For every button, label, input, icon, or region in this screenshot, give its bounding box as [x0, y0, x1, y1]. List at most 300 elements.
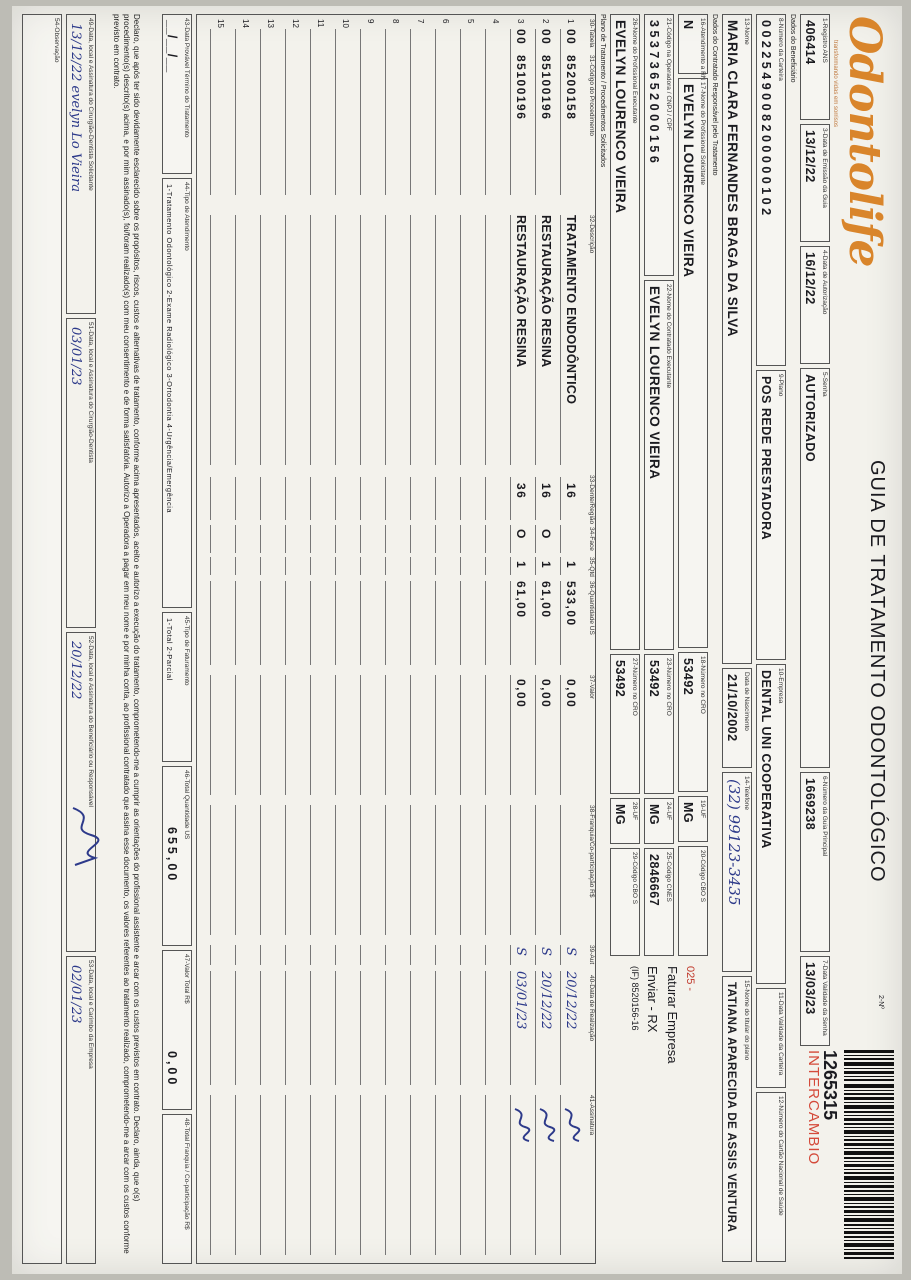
- row-underline: [560, 581, 561, 665]
- row-underline: [535, 477, 536, 520]
- row-underline: [285, 557, 286, 575]
- sig-solicitante-value: 13/12/22 evelyn Lo Vieira: [68, 23, 83, 192]
- total-franquia-field: 48-Total Franquia / Co-participação R$: [162, 1114, 192, 1264]
- uf-contratado-field: 24-UF MG: [644, 798, 674, 844]
- row-underline: [560, 29, 561, 195]
- row-underline: [385, 675, 386, 795]
- row-underline: [235, 1095, 236, 1255]
- row-underline: [460, 581, 461, 665]
- row-underline: [360, 29, 361, 195]
- sig-cirurgiao-value: 03/01/23: [68, 327, 83, 386]
- cartao-nacional-field: 12-Número do Cartão Nacional de Saúde: [756, 1092, 786, 1262]
- row-underline: [360, 525, 361, 553]
- row-underline: [210, 525, 211, 553]
- cell-qtd-us: 533,00: [564, 581, 578, 627]
- col-data: 40-Data de Realização: [588, 975, 595, 1042]
- row-underline: [260, 557, 261, 575]
- row-underline: [310, 215, 311, 465]
- row-underline: [260, 805, 261, 935]
- row-number: 10: [341, 19, 350, 28]
- row-number: 14: [241, 19, 250, 28]
- row-underline: [435, 675, 436, 795]
- row-underline: [535, 29, 536, 195]
- row-underline: [510, 945, 511, 965]
- row-underline: [260, 971, 261, 1085]
- tipo-atendimento-value: 1-Tratamento Odontológico 2-Exame Radiológico 3-Ortodontia 4-Urgência/Emergência: [165, 184, 174, 514]
- cell-face: O: [514, 529, 528, 540]
- row-number: 4: [491, 19, 500, 24]
- row-underline: [410, 29, 411, 195]
- table-row: [258, 15, 283, 1263]
- row-underline: [510, 581, 511, 665]
- row-underline: [435, 215, 436, 465]
- cell-qtd: 1: [514, 561, 528, 570]
- col-franquia: 38-Franquia/Co-participação R$: [588, 805, 595, 898]
- row-number: 5: [466, 19, 475, 24]
- odontolife-logo: [839, 16, 890, 266]
- row-underline: [210, 1095, 211, 1255]
- row-underline: [510, 477, 511, 520]
- row-underline: [510, 29, 511, 195]
- row-underline: [485, 557, 486, 575]
- row-underline: [410, 215, 411, 465]
- valor-total-field: 47-Valor Total R$ 0,00: [162, 950, 192, 1110]
- row-underline: [360, 557, 361, 575]
- row-underline: [560, 557, 561, 575]
- row-underline: [235, 477, 236, 520]
- row-underline: [360, 215, 361, 465]
- row-underline: [485, 805, 486, 935]
- row-underline: [360, 581, 361, 665]
- cell-data: 03/01/23: [513, 971, 528, 1030]
- row-underline: [410, 805, 411, 935]
- row-underline: [485, 29, 486, 195]
- senha-field: 5-Senha AUTORIZADO: [800, 368, 830, 768]
- total-us-value: 655,00: [165, 827, 179, 884]
- row-underline: [410, 1095, 411, 1255]
- row-underline: [435, 1095, 436, 1255]
- uf-executante-value: MG: [613, 804, 627, 826]
- nascimento-field: Data de Nascimento 21/10/2002: [722, 668, 752, 768]
- row-underline: [535, 525, 536, 553]
- row-underline: [385, 971, 386, 1085]
- cell-valor: 0,00: [514, 679, 528, 709]
- cro-contratado-value: 53492: [647, 660, 661, 698]
- row-underline: [210, 215, 211, 465]
- logo-tagline: transformando vidas em sorrisos: [832, 40, 838, 128]
- row-underline: [560, 805, 561, 935]
- row-underline: [410, 477, 411, 520]
- table-row: [533, 15, 558, 1263]
- row-underline: [335, 525, 336, 553]
- row-underline: [310, 945, 311, 965]
- row-underline: [335, 945, 336, 965]
- row-underline: [235, 29, 236, 195]
- row-signature-scribble: [534, 1105, 558, 1145]
- data-autorizacao-field: 4-Data de Autorização 16/12/22: [800, 246, 830, 364]
- row-underline: [310, 29, 311, 195]
- cell-valor: 0,00: [564, 679, 578, 709]
- row-underline: [485, 1095, 486, 1255]
- rn-field: 16-Atendimento a RN N: [678, 14, 708, 74]
- table-row: [408, 15, 433, 1263]
- observacao-field: 54-Observação: [22, 14, 62, 1264]
- nome-contratado-field: 22-Nome do Contratado Executante EVELYN LOURENCO VIEIRA: [644, 280, 674, 650]
- cro-solicitante-value: 53492: [681, 658, 695, 696]
- row-underline: [285, 215, 286, 465]
- titular-value: TATIANA APARECIDA DE ASSIS VENTURA: [725, 982, 737, 1233]
- row-underline: [435, 525, 436, 553]
- row-underline: [310, 557, 311, 575]
- row-underline: [335, 215, 336, 465]
- row-underline: [285, 581, 286, 665]
- row-underline: [485, 215, 486, 465]
- row-underline: [335, 581, 336, 665]
- row-underline: [485, 525, 486, 553]
- guia-principal-field: 6-Número da Guia Principal 1669238: [800, 772, 830, 952]
- sig-solicitante-box: 49-Data, local e Assinatura do Cirurgião-Dentista Solicitante 13/12/22 evelyn Lo Vieira: [66, 14, 96, 314]
- sig-beneficiario-box: 52-Data, local e Assinatura do Beneficiário ou Responsável 20/12/22: [66, 632, 96, 952]
- notes-line3: (IF) 8520156-16: [630, 966, 640, 1031]
- barcode-icon: [844, 1050, 894, 1260]
- row-underline: [285, 477, 286, 520]
- notes-code: 025 -: [684, 966, 696, 992]
- row-number: 15: [216, 19, 225, 28]
- col-codigo: 31-Código do Procedimento: [588, 55, 595, 136]
- row-underline: [285, 971, 286, 1085]
- procedures-section-title: Plano de Tratamento / Procedimentos Solicitados: [599, 14, 606, 168]
- row-number: 7: [416, 19, 425, 24]
- row-underline: [260, 215, 261, 465]
- row-underline: [310, 525, 311, 553]
- cell-codigo: 85100196: [539, 55, 553, 121]
- row-underline: [485, 581, 486, 665]
- guia-principal-value: 1669238: [803, 778, 817, 831]
- sig-empresa-value: 02/01/23: [68, 965, 83, 1024]
- codigo-operadora-value: 35373652000156: [647, 20, 661, 167]
- col-descricao: 32-Descrição: [588, 215, 595, 254]
- row-underline: [410, 557, 411, 575]
- row-underline: [310, 675, 311, 795]
- col-face: 34-Face: [588, 527, 595, 551]
- row-underline: [535, 945, 536, 965]
- row-underline: [210, 557, 211, 575]
- row-underline: [260, 581, 261, 665]
- row-underline: [460, 29, 461, 195]
- titular-field: 15-Nome do titular do plano TATIANA APARECIDA DE ASSIS VENTURA: [722, 976, 752, 1262]
- table-row: [208, 15, 233, 1263]
- cell-data: 20/12/22: [538, 971, 553, 1030]
- row-underline: [385, 557, 386, 575]
- termino-value: __/__/__: [165, 20, 179, 73]
- table-row: [308, 15, 333, 1263]
- row-number: 12: [291, 19, 300, 28]
- row-underline: [560, 945, 561, 965]
- row-number: 11: [316, 19, 325, 28]
- col-qtd-us: 36-Quantidade US: [588, 581, 595, 635]
- col-dente: 33-Dente/Região: [588, 475, 595, 525]
- row-underline: [260, 675, 261, 795]
- solicitante-value: EVELYN LOURENCO VIEIRA: [681, 84, 696, 278]
- validade-senha-value: 13/03/23: [803, 962, 817, 1015]
- cnes-field: 25-Código CNES 2846667: [644, 848, 674, 956]
- table-row: [283, 15, 308, 1263]
- cell-qtd: 1: [564, 561, 578, 570]
- cbo-executante-field: 29-Código CBO S: [610, 848, 640, 956]
- cnes-value: 2846667: [647, 854, 661, 907]
- nome-contratado-value: EVELYN LOURENCO VIEIRA: [647, 286, 662, 480]
- row-underline: [235, 557, 236, 575]
- carteira-value: 0022549008200000102: [759, 20, 773, 219]
- table-row: [358, 15, 383, 1263]
- uf-solicitante-field: 19-UF MG: [678, 796, 708, 842]
- row-underline: [460, 945, 461, 965]
- row-underline: [210, 805, 211, 935]
- row-underline: [410, 971, 411, 1085]
- nome-beneficiario-value: MARIA CLARA FERNANDES BRAGA DA SILVA: [725, 20, 740, 337]
- row-underline: [460, 557, 461, 575]
- nascimento-value: 21/10/2002: [725, 674, 739, 742]
- row-signature-scribble: [559, 1105, 583, 1145]
- valor-total-value: 0,00: [165, 1051, 179, 1088]
- row-underline: [385, 1095, 386, 1255]
- row-underline: [510, 971, 511, 1085]
- col-aut: 39-Aut: [588, 945, 595, 965]
- table-row: [458, 15, 483, 1263]
- row-underline: [385, 29, 386, 195]
- row-underline: [435, 971, 436, 1085]
- row-underline: [435, 477, 436, 520]
- cell-dente: 16: [564, 483, 578, 500]
- row-underline: [235, 675, 236, 795]
- cell-data: 20/12/22: [563, 971, 578, 1030]
- cell-descricao: RESTAURAÇÃO RESINA: [514, 215, 528, 368]
- nome-beneficiario-field: 13-Nome MARIA CLARA FERNANDES BRAGA DA SILVA: [722, 14, 752, 664]
- row-underline: [210, 581, 211, 665]
- sig-empresa-box: 53-Data, local e Carimbo da Empresa 02/01/23: [66, 956, 96, 1264]
- row-underline: [385, 581, 386, 665]
- row-underline: [235, 805, 236, 935]
- termino-field: 43-Data Provável Término do Tratamento __/__/__: [162, 14, 192, 174]
- row-underline: [310, 1095, 311, 1255]
- cell-tabela: 00: [539, 29, 553, 46]
- row-underline: [335, 477, 336, 520]
- row-underline: [435, 29, 436, 195]
- row-underline: [435, 805, 436, 935]
- solicitante-field: 17-Nome do Profissional Solicitante EVELYN LOURENCO VIEIRA: [678, 78, 708, 648]
- cell-qtd-us: 61,00: [539, 581, 553, 619]
- contratado-section-title: Dados do Contratado Responsável pelo Tratamento: [711, 14, 718, 176]
- row-number: 6: [441, 19, 450, 24]
- row-number: 3: [516, 19, 525, 24]
- scanned-paper: [12, 6, 902, 1274]
- row-underline: [410, 581, 411, 665]
- row-underline: [360, 477, 361, 520]
- table-row: [233, 15, 258, 1263]
- row-underline: [235, 581, 236, 665]
- document-title: GUIA DE TRATAMENTO ODONTOLÓGICO: [866, 460, 888, 883]
- row-underline: [335, 805, 336, 935]
- row-underline: [460, 525, 461, 553]
- cell-valor: 0,00: [539, 679, 553, 709]
- row-number: 9: [366, 19, 375, 24]
- row-underline: [210, 29, 211, 195]
- empresa-field: 10-Empresa DENTAL UNI COOPERATIVA: [756, 664, 786, 984]
- row-underline: [335, 1095, 336, 1255]
- row-underline: [510, 675, 511, 795]
- notes-line1: Faturar Empresa: [665, 966, 680, 1064]
- row-underline: [210, 945, 211, 965]
- cell-descricao: TRATAMENTO ENDODÔNTICO: [564, 215, 578, 405]
- row-underline: [285, 525, 286, 553]
- row-underline: [560, 477, 561, 520]
- row-underline: [210, 675, 211, 795]
- row-underline: [260, 525, 261, 553]
- validade-carteira-field: 11-Data Validade da Carteira: [756, 988, 786, 1088]
- table-row: [333, 15, 358, 1263]
- col-assinatura: 41-Assinatura: [588, 1095, 595, 1136]
- row-underline: [360, 1095, 361, 1255]
- cro-solicitante-field: 18-Número no CRO 53492: [678, 652, 708, 792]
- row-underline: [485, 675, 486, 795]
- row-underline: [460, 477, 461, 520]
- col-tabela: 30-Tabela: [588, 19, 595, 48]
- cro-contratado-field: 23-Número no CRO 53492: [644, 654, 674, 794]
- row-underline: [285, 805, 286, 935]
- row-underline: [310, 581, 311, 665]
- row-underline: [310, 805, 311, 935]
- row-underline: [460, 971, 461, 1085]
- table-row: [433, 15, 458, 1263]
- row-underline: [460, 215, 461, 465]
- dental-treatment-guide-form: [16, 10, 896, 1270]
- row-underline: [460, 1095, 461, 1255]
- plano-value: POS REDE PRESTADORA: [759, 376, 773, 541]
- registro-ans-field: 1-Registro ANS 406414: [800, 14, 830, 120]
- row-underline: [235, 971, 236, 1085]
- row-underline: [285, 29, 286, 195]
- cell-tabela: 00: [564, 29, 578, 46]
- plano-field: 9-Plano POS REDE PRESTADORA: [756, 370, 786, 660]
- row-underline: [485, 945, 486, 965]
- page-counter: 2-Nº: [877, 995, 884, 1009]
- row-underline: [335, 29, 336, 195]
- row-underline: [435, 557, 436, 575]
- row-underline: [510, 805, 511, 935]
- procedures-table: [196, 14, 596, 1264]
- tipo-faturamento-field: 45-Tipo de Faturamento 1-Total 2-Parcial: [162, 612, 192, 762]
- row-number: 8: [391, 19, 400, 24]
- senha-value: AUTORIZADO: [803, 374, 817, 463]
- row-underline: [360, 945, 361, 965]
- row-underline: [410, 525, 411, 553]
- row-underline: [410, 945, 411, 965]
- row-underline: [385, 215, 386, 465]
- table-row: [483, 15, 508, 1263]
- empresa-value: DENTAL UNI COOPERATIVA: [759, 670, 773, 849]
- cell-codigo: 85100196: [514, 55, 528, 121]
- registro-ans-value: 406414: [803, 20, 817, 65]
- beneficiary-signature-scribble: [65, 803, 101, 873]
- cbo-solicitante-field: 20-Código CBO S: [678, 846, 708, 956]
- row-number: 2: [541, 19, 550, 24]
- data-emissao-field: 3-Data de Emissão da Guia 13/12/22: [800, 124, 830, 242]
- row-underline: [535, 805, 536, 935]
- row-underline: [535, 215, 536, 465]
- row-underline: [235, 525, 236, 553]
- declaration-text: Declaro, que após ter sido devidamente esclarecido sobre os propósitos, riscos, custos e alternativas de tratamento, conforme acima apresentados, aceito e autorizo a execução do tratamento, comprometendo-me a cumprir as orientações do profissional assistente e arcar com os custos previstos em contrato. Declaro, ainda, que o(s) procedimento(s) descrito(s) acima, e por mim assinado(s), foi/foram realizado(s) com meu consentimento e de forma satisfatória. Autorizo a Operadora a pagar em meu nome e por minha conta, ao profissional contratado que assina esse documento, os valores referentes ao tratamento realizado, comprometendo-me a arcar com os custos conforme previsto em contrato.: [112, 14, 141, 1254]
- row-underline: [210, 477, 211, 520]
- cell-face: O: [539, 529, 553, 540]
- row-number: 1: [566, 19, 575, 24]
- cell-dente: 16: [539, 483, 553, 500]
- sig-beneficiario-value: 20/12/22: [68, 641, 83, 700]
- row-underline: [535, 971, 536, 1085]
- row-underline: [435, 581, 436, 665]
- logo-text: Odontolife: [839, 16, 890, 267]
- data-emissao-value: 13/12/22: [803, 130, 817, 183]
- total-us-field: 46-Total Quantidade US 655,00: [162, 766, 192, 946]
- cell-codigo: 85200158: [564, 55, 578, 121]
- row-underline: [335, 971, 336, 1085]
- row-underline: [535, 557, 536, 575]
- row-underline: [560, 675, 561, 795]
- row-underline: [510, 215, 511, 465]
- row-underline: [560, 525, 561, 553]
- row-underline: [460, 675, 461, 795]
- telefone-field: 14-Telefone (32) 99123-3435: [722, 772, 752, 972]
- tipo-faturamento-value: 1-Total 2-Parcial: [165, 618, 174, 681]
- cro-executante-field: 27-Número no CRO 53492: [610, 654, 640, 794]
- table-row: [508, 15, 533, 1263]
- row-underline: [360, 971, 361, 1085]
- row-underline: [510, 557, 511, 575]
- uf-contratado-value: MG: [647, 804, 661, 826]
- row-underline: [260, 945, 261, 965]
- row-underline: [235, 215, 236, 465]
- row-underline: [485, 477, 486, 520]
- row-underline: [485, 971, 486, 1085]
- table-row: [383, 15, 408, 1263]
- cro-executante-value: 53492: [613, 660, 627, 698]
- row-underline: [510, 525, 511, 553]
- validade-senha-field: 7-Data Validade da Senha 13/03/23: [800, 956, 830, 1046]
- row-underline: [335, 675, 336, 795]
- cell-dente: 36: [514, 483, 528, 500]
- row-underline: [210, 971, 211, 1085]
- row-underline: [260, 1095, 261, 1255]
- row-underline: [560, 215, 561, 465]
- row-underline: [410, 675, 411, 795]
- uf-solicitante-value: MG: [681, 802, 695, 824]
- row-underline: [260, 29, 261, 195]
- carteira-field: 8-Número da Carteira 0022549008200000102: [756, 14, 786, 366]
- row-underline: [360, 675, 361, 795]
- guide-number: 1265315: [820, 1050, 840, 1121]
- row-underline: [360, 805, 361, 935]
- row-underline: [285, 1095, 286, 1255]
- cell-descricao: RESTAURAÇÃO RESINA: [539, 215, 553, 368]
- codigo-operadora-field: 21-Código na Operadora / CNPJ / CPF 35373652000156: [644, 14, 674, 276]
- row-underline: [535, 581, 536, 665]
- row-underline: [335, 557, 336, 575]
- row-underline: [385, 945, 386, 965]
- guide-type-stamp: INTERCAMBIO: [805, 1050, 822, 1166]
- row-signature-scribble: [509, 1105, 533, 1145]
- col-qtd: 35-Qtd: [588, 557, 595, 577]
- row-underline: [385, 525, 386, 553]
- row-underline: [535, 675, 536, 795]
